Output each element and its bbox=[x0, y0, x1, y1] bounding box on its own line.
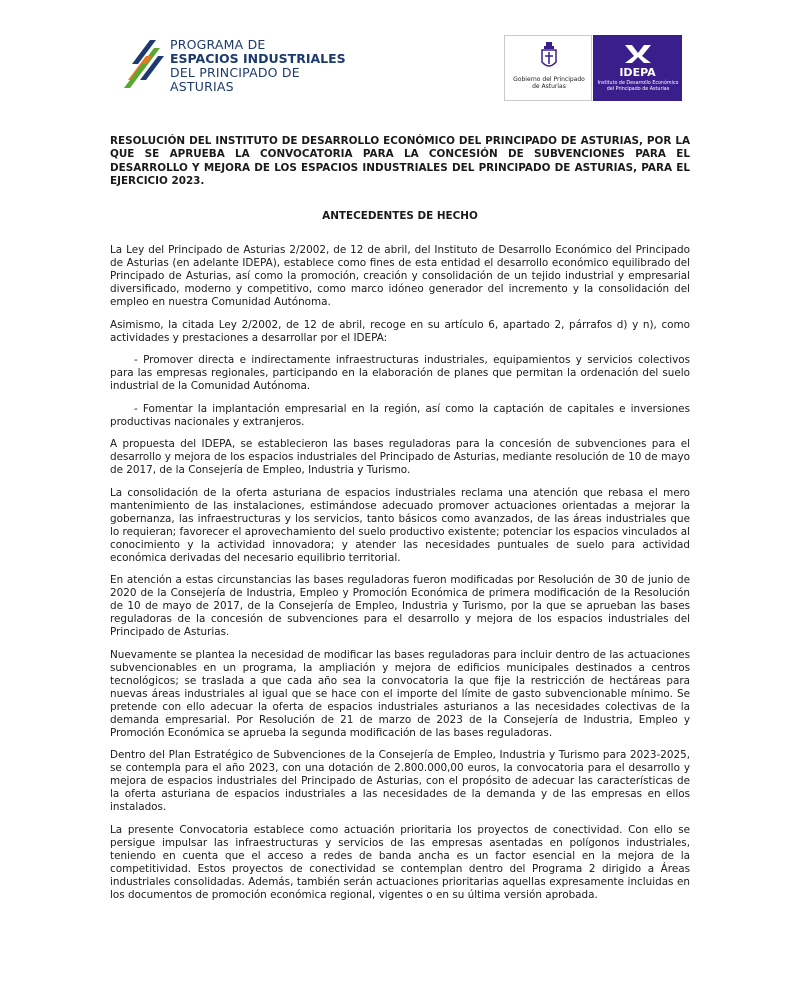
bullet-item: - Promover directa e indirectamente infraestructuras industriales, equipamientos y servicios colectivos para las empresas regionales, participando en la elaboración de planes que permitan la ordenación del suelo industrial de la Comunidad Autónoma. bbox=[110, 354, 690, 393]
logo-line-3: DEL PRINCIPADO DE ASTURIAS bbox=[170, 65, 300, 94]
paragraph: Nuevamente se plantea la necesidad de modificar las bases reguladoras para incluir dentro de las actuaciones subvencionables en un programa, la ampliación y mejora de edificios municipales destinados a centros tecnológicos; se traslada a que cada año sea la convocatoria la que fije la restricción de hectáreas para nuevas áreas industriales al igual que se hace con el importe del límite de gasto subvencionable mínimo. Se pretende con ello adecuar la oferta de espacios industriales asturianos a las necesidades colectivas de la demanda empresarial. Por Resolución de 21 de marzo de 2023 de la Consejería de Industria, Empleo y Promoción Económica se aprueba la segunda modificación de las bases reguladoras. bbox=[110, 648, 690, 739]
bullet-item: - Fomentar la implantación empresarial en la región, así como la captación de capitales e inversiones productivas nacionales y extranjeros. bbox=[110, 402, 690, 428]
idepa-name: IDEPA bbox=[619, 66, 656, 79]
idepa-logo bbox=[593, 35, 682, 101]
paragraph: En atención a estas circunstancias las bases reguladoras fueron modificadas por Resolución de 30 de junio de 2020 de la Consejería de Industria, Empleo y Promoción Económica de primera modificación de la Resolución de 10 de mayo de 2017, de la Consejería de Empleo, Industria y Turismo, por la que se aprueban las bases reguladoras de la concesión de subvenciones para el desarrollo y mejora de los espacios industriales del Principado de Asturias. bbox=[110, 574, 690, 639]
paragraph: A propuesta del IDEPA, se establecieron las bases reguladoras para la concesión de subvenciones para el desarrollo y mejora de los espacios industriales del Principado de Asturias, mediante resolución de 10 de mayo de 2017, de la Consejería de Empleo, Industria y Turismo. bbox=[110, 438, 690, 477]
document-title: RESOLUCIÓN DEL INSTITUTO DE DESARROLLO ECONÓMICO DEL PRINCIPADO DE ASTURIAS, POR LA QUE SE APRUEBA LA CONVOCATORIA PARA LA CONCESIÓN DE SUBVENCIONES PARA EL DESARROLLO Y MEJORA DE LOS ESPACIOS INDUSTRIALES DEL PRINCIPADO DE ASTURIAS, PARA EL EJERCICIO 2023. bbox=[110, 135, 690, 187]
gobierno-text: Gobierno del Principado de Asturias bbox=[513, 76, 585, 90]
paragraph: La Ley del Principado de Asturias 2/2002, de 12 de abril, del Instituto de Desarrollo Económico del Principado de Asturias (en adelante IDEPA), establece como fines de esta entidad el desarrollo económico equilibrado del Principado de Asturias, así como la promoción, creación y consolidación de un tejido industrial y empresarial diversificado, moderno y competitivo, como marco idóneo generador del incremento y la consolidación del empleo en nuestra Comunidad Autónoma. bbox=[110, 244, 690, 309]
logo-line-2: ESPACIOS INDUSTRIALES bbox=[170, 51, 346, 66]
paragraph: La consolidación de la oferta asturiana de espacios industriales reclama una atención que rebasa el mero mantenimiento de las instalaciones, estimándose adecuado promover actuaciones orientadas a mejorar la gobernanza, las infraestructuras y los servicios, tanto básicos como avanzados, de las áreas industriales que lo requieran; favorecer el aprovechamiento del suelo productivo existente; potenciar los espacios vinculados al conocimiento y la actividad innovadora; y atender las necesidades puntuales de suelo para actividad económica derivadas del necesario equilibrio territorial. bbox=[110, 486, 690, 564]
section-heading: ANTECEDENTES DE HECHO bbox=[322, 210, 478, 223]
paragraph: La presente Convocatoria establece como actuación prioritaria los proyectos de conectividad. Con ello se persigue impulsar las infraestructuras y servicios de las empresas asentadas en polígonos industriales, teniendo en cuenta que el acceso a redes de banda ancha es un factor esencial en la mejora de la competitividad. Estos proyectos de conectividad se contemplan dentro del Programa 2 dirigido a Áreas industriales consolidadas. Además, también serán actuaciones prioritarias aquellas expresamente incluidas en los documentos de promoción económica regional, vigentes o en su última versión aprobada. bbox=[110, 823, 690, 901]
gobierno-asturias-logo bbox=[504, 35, 592, 101]
idepa-mark-icon bbox=[623, 43, 653, 65]
page-header bbox=[0, 0, 792, 110]
asturias-crest-icon bbox=[539, 42, 559, 72]
paragraph: Dentro del Plan Estratégico de Subvenciones de la Consejería de Empleo, Industria y Turismo para 2023-2025, se contempla para el año 2023, con una dotación de 2.800.000,00 euros, la convocatoria para el desarrollo y mejora de espacios industriales del Principado de Asturias, con el propósito de adecuar las características de la oferta asturiana de espacios industriales a las necesidades de la demanda y de las empresas en ellos instalados. bbox=[110, 749, 690, 814]
programa-espacios-industriales-logo bbox=[124, 37, 354, 94]
logo-line-1: PROGRAMA DE bbox=[170, 37, 266, 52]
document-body bbox=[110, 135, 690, 911]
idepa-subtitle: Instituto de Desarrollo Económico del Principado de Asturias bbox=[597, 81, 679, 92]
paragraph: Asimismo, la citada Ley 2/2002, de 12 de abril, recoge en su artículo 6, apartado 2, párrafos d) y n), como actividades y prestaciones a desarrollar por el IDEPA: bbox=[110, 318, 690, 344]
programa-logo-text bbox=[170, 38, 354, 94]
stripes-logo-icon bbox=[124, 38, 166, 88]
